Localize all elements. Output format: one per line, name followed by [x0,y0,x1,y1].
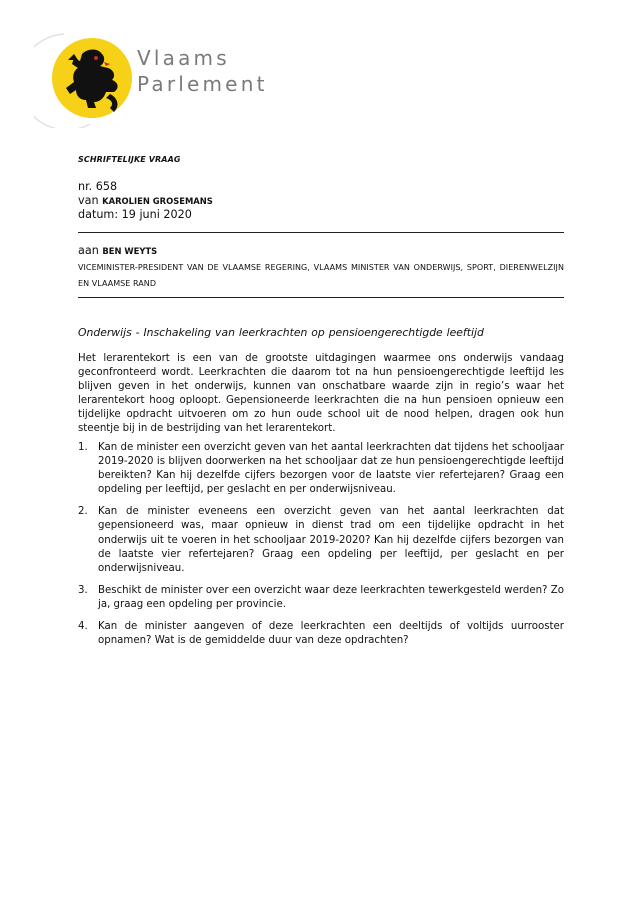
vlaams-parlement-logo [34,28,274,128]
question-number-label: 3. [78,584,88,596]
addressee-name: BEN WEYTS [102,246,158,256]
question-number-label: 1. [78,442,88,453]
question-item [78,620,564,648]
question-subject: Onderwijs - Inschakeling van leerkrachten op pensioengerechtigde leeftijd [78,326,484,339]
question-meta [78,180,564,222]
author-line [78,194,564,208]
logo-text-vlaams: Vlaams [137,46,230,70]
question-number-label: 4. [78,621,88,633]
addressee-role: VICEMINISTER-PRESIDENT VAN DE VLAAMSE REGERING, VLAAMS MINISTER VAN ONDERWIJS, SPORT, DIERENWELZIJN EN VLAAMSE RAND [78,263,564,288]
question-text: Kan de minister een overzicht geven van het aantal leerkrachten dat tijdens het schooljaar 2019-2020 is blijven doorwerken na het schooljaar dat ze hun pensioengerechtigde leeftijd bereikten? Kan hij dezelfde cijfers bezorgen voor de laatste vier refertejaren? Graag een opdeling per leeftijd, per geslacht en per onderwijsniveau. [98,442,564,496]
question-number-label: 2. [78,506,88,518]
question-text: Kan de minister aangeven of deze leerkrachten een deeltijds of voltijds uurrooster opnamen? Wat is de gemiddelde duur van deze opdrachten? [98,621,564,647]
question-text: Kan de minister eveneens een overzicht geven van het aantal leerkrachten dat gepensioneerd was, maar opnieuw in dienst trad om een tijdelijke opdracht in het onderwijs uit te voeren in het schooljaar 2019-2020? Kan hij dezelfde cijfers bezorgen van de laatste vier refertejaren? Graag een opdeling per leeftijd, per geslacht en per onderwijsniveau. [98,506,564,574]
question-text: Beschikt de minister over een overzicht waar deze leerkrachten tewerkgesteld werden? Zo ja, graag een opdeling per provincie. [98,584,564,610]
intro-paragraph: Het lerarentekort is een van de grootste uitdagingen waarmee ons onderwijs vandaag geconfronteerd wordt. Leerkrachten die daarom tot na hun pensioengerechtigde leeftijd les blijven geven in het onderwijs, kunnen van onschatbare waarde zijn in regio’s waar het lerarentekort hoog oploopt. Gepensioneerde leerkrachten die na hun pensioen opnieuw een tijdelijke opdracht uitvoeren om zo hun oude school uit de nood helpen, dragen ook hun steentje bij in de bestrijding van het lerarentekort. [78,353,564,435]
question-list [78,441,564,656]
divider-top [78,232,564,233]
question-date: datum: 19 juni 2020 [78,208,192,221]
author-name: KAROLIEN GROSEMANS [102,196,213,206]
question-item [78,584,564,612]
divider-bottom [78,297,564,298]
author-prefix: van [78,194,99,207]
question-number: nr. 658 [78,180,118,193]
addressee-prefix: aan [78,244,99,257]
lion-emblem-icon [34,28,144,128]
question-item [78,441,564,497]
addressee-line [78,244,564,258]
question-item [78,505,564,575]
logo-text-parlement: Parlement [137,72,268,96]
document-type-label: SCHRIFTELIJKE VRAAG [78,155,181,164]
